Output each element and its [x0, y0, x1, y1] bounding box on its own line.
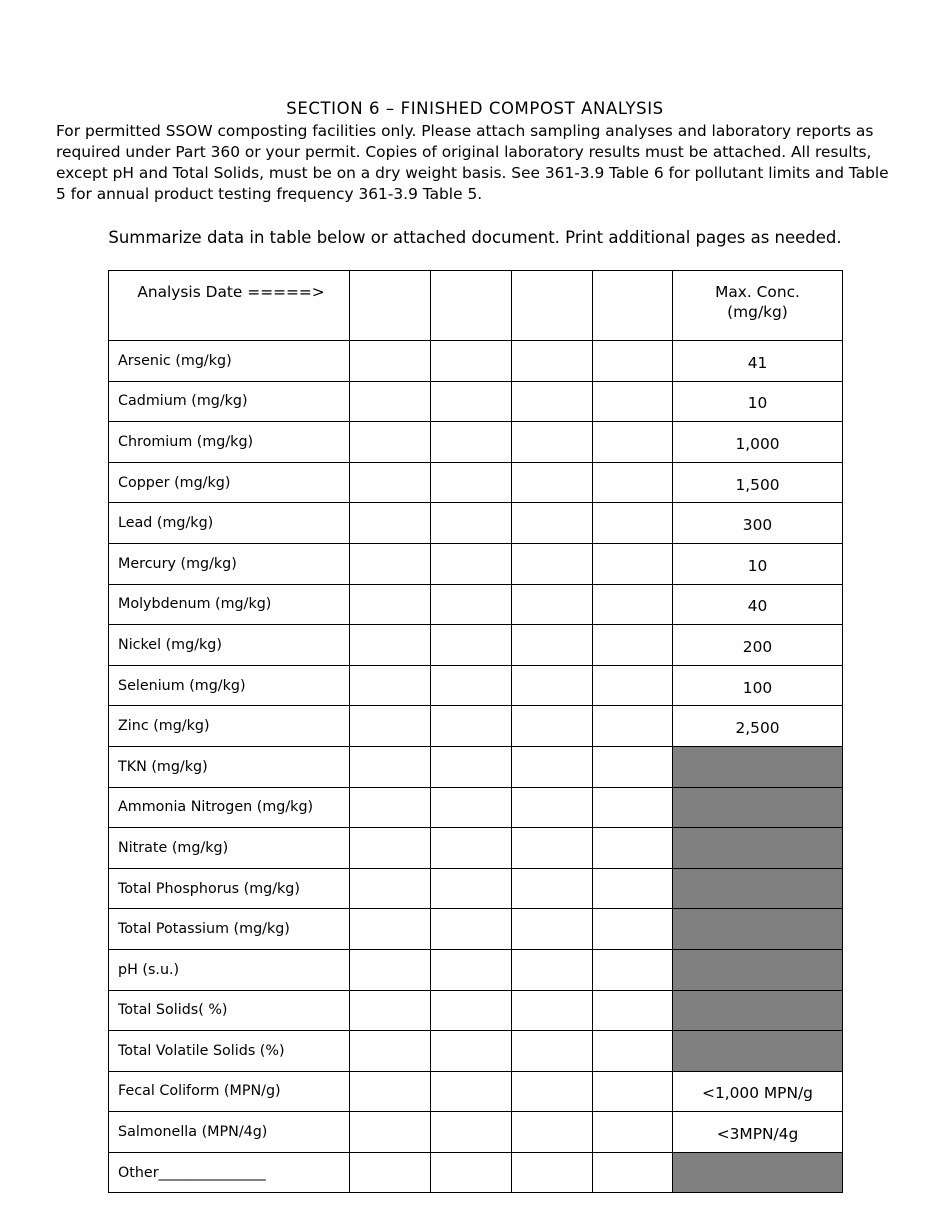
- parameter-label: Arsenic (mg/kg): [109, 341, 350, 382]
- table-row: [109, 909, 843, 950]
- max-conc-header-title: Max. Conc.: [715, 283, 800, 301]
- result-input-cell-4[interactable]: [593, 828, 673, 869]
- result-input-cell-1[interactable]: [350, 503, 431, 544]
- max-conc-shaded-cell: [673, 868, 843, 909]
- max-conc-header: [673, 271, 843, 341]
- result-input-cell-3[interactable]: [512, 1071, 593, 1112]
- max-conc-value: 10: [673, 381, 843, 422]
- result-input-cell-3[interactable]: [512, 625, 593, 666]
- table-row: [109, 1071, 843, 1112]
- table-row: [109, 1152, 843, 1193]
- summary-instruction: Summarize data in table below or attached document. Print additional pages as needed.: [108, 228, 842, 247]
- max-conc-shaded-cell: [673, 909, 843, 950]
- max-conc-value: 40: [673, 584, 843, 625]
- analysis-date-input-2[interactable]: [431, 271, 512, 341]
- result-input-cell-1[interactable]: [350, 746, 431, 787]
- max-conc-shaded-cell: [673, 828, 843, 869]
- result-input-cell-4[interactable]: [593, 787, 673, 828]
- result-input-cell-2[interactable]: [431, 828, 512, 869]
- table-header-row: [109, 271, 843, 341]
- result-input-cell-2[interactable]: [431, 625, 512, 666]
- table-row: [109, 746, 843, 787]
- table-row: [109, 949, 843, 990]
- parameter-label: Total Solids( %): [109, 990, 350, 1031]
- result-input-cell-1[interactable]: [350, 828, 431, 869]
- result-input-cell-3[interactable]: [512, 909, 593, 950]
- result-input-cell-4[interactable]: [593, 746, 673, 787]
- result-input-cell-3[interactable]: [512, 341, 593, 382]
- max-conc-value: 1,000: [673, 422, 843, 463]
- result-input-cell-3[interactable]: [512, 665, 593, 706]
- parameter-label: TKN (mg/kg): [109, 746, 350, 787]
- result-input-cell-2[interactable]: [431, 422, 512, 463]
- max-conc-value: <3MPN/4g: [673, 1112, 843, 1153]
- result-input-cell-2[interactable]: [431, 341, 512, 382]
- parameter-label: Salmonella (MPN/4g): [109, 1112, 350, 1153]
- table-row: [109, 503, 843, 544]
- result-input-cell-2[interactable]: [431, 665, 512, 706]
- table-row: [109, 868, 843, 909]
- max-conc-value: 300: [673, 503, 843, 544]
- result-input-cell-3[interactable]: [512, 746, 593, 787]
- result-input-cell-1[interactable]: [350, 341, 431, 382]
- result-input-cell-3[interactable]: [512, 868, 593, 909]
- result-input-cell-4[interactable]: [593, 706, 673, 747]
- max-conc-value: 41: [673, 341, 843, 382]
- max-conc-shaded-cell: [673, 1031, 843, 1072]
- max-conc-value: 2,500: [673, 706, 843, 747]
- result-input-cell-4[interactable]: [593, 543, 673, 584]
- result-input-cell-2[interactable]: [431, 1031, 512, 1072]
- result-input-cell-1[interactable]: [350, 1152, 431, 1193]
- result-input-cell-4[interactable]: [593, 422, 673, 463]
- result-input-cell-4[interactable]: [593, 1112, 673, 1153]
- table-row: [109, 625, 843, 666]
- result-input-cell-3[interactable]: [512, 949, 593, 990]
- result-input-cell-4[interactable]: [593, 990, 673, 1031]
- parameter-label: Cadmium (mg/kg): [109, 381, 350, 422]
- analysis-date-input-3[interactable]: [512, 271, 593, 341]
- parameter-label: pH (s.u.): [109, 949, 350, 990]
- result-input-cell-3[interactable]: [512, 543, 593, 584]
- table-row: [109, 543, 843, 584]
- result-input-cell-4[interactable]: [593, 909, 673, 950]
- table-row: [109, 990, 843, 1031]
- result-input-cell-4[interactable]: [593, 625, 673, 666]
- result-input-cell-3[interactable]: [512, 422, 593, 463]
- parameter-label: Fecal Coliform (MPN/g): [109, 1071, 350, 1112]
- max-conc-value: 200: [673, 625, 843, 666]
- parameter-label: Chromium (mg/kg): [109, 422, 350, 463]
- max-conc-value: 1,500: [673, 462, 843, 503]
- parameter-label: Mercury (mg/kg): [109, 543, 350, 584]
- max-conc-shaded-cell: [673, 746, 843, 787]
- result-input-cell-3[interactable]: [512, 1112, 593, 1153]
- analysis-date-input-4[interactable]: [593, 271, 673, 341]
- max-conc-shaded-cell: [673, 787, 843, 828]
- result-input-cell-3[interactable]: [512, 381, 593, 422]
- result-input-cell-4[interactable]: [593, 584, 673, 625]
- result-input-cell-4[interactable]: [593, 1071, 673, 1112]
- max-conc-shaded-cell: [673, 949, 843, 990]
- result-input-cell-4[interactable]: [593, 1152, 673, 1193]
- compost-analysis-table: [108, 270, 843, 1193]
- result-input-cell-4[interactable]: [593, 949, 673, 990]
- table-row: [109, 341, 843, 382]
- table-row: [109, 462, 843, 503]
- result-input-cell-1[interactable]: [350, 706, 431, 747]
- max-conc-value: 100: [673, 665, 843, 706]
- result-input-cell-2[interactable]: [431, 381, 512, 422]
- result-input-cell-1[interactable]: [350, 625, 431, 666]
- max-conc-header-unit: (mg/kg): [727, 303, 788, 321]
- parameter-label: Total Volatile Solids (%): [109, 1031, 350, 1072]
- parameter-label: Lead (mg/kg): [109, 503, 350, 544]
- result-input-cell-1[interactable]: [350, 1112, 431, 1153]
- result-input-cell-2[interactable]: [431, 1112, 512, 1153]
- result-input-cell-2[interactable]: [431, 706, 512, 747]
- result-input-cell-1[interactable]: [350, 949, 431, 990]
- max-conc-value: <1,000 MPN/g: [673, 1071, 843, 1112]
- result-input-cell-1[interactable]: [350, 462, 431, 503]
- table-row: [109, 422, 843, 463]
- result-input-cell-2[interactable]: [431, 543, 512, 584]
- max-conc-value: 10: [673, 543, 843, 584]
- parameter-label: Total Potassium (mg/kg): [109, 909, 350, 950]
- table-row: [109, 706, 843, 747]
- result-input-cell-1[interactable]: [350, 787, 431, 828]
- max-conc-shaded-cell: [673, 990, 843, 1031]
- instructions-paragraph: For permitted SSOW composting facilities only. Please attach sampling analyses and laboratory reports as required under Part 360 or your permit. Copies of original laboratory results must be attached. All results, except pH and Total Solids, must be on a dry weight basis. See 361-3.9 Table 6 for pollutant limits and Table 5 for annual product testing frequency 361-3.9 Table 5.: [56, 122, 889, 203]
- parameter-label: Nickel (mg/kg): [109, 625, 350, 666]
- parameter-label: Ammonia Nitrogen (mg/kg): [109, 787, 350, 828]
- parameter-label: Selenium (mg/kg): [109, 665, 350, 706]
- result-input-cell-4[interactable]: [593, 341, 673, 382]
- result-input-cell-1[interactable]: [350, 1031, 431, 1072]
- result-input-cell-1[interactable]: [350, 422, 431, 463]
- result-input-cell-3[interactable]: [512, 1031, 593, 1072]
- result-input-cell-1[interactable]: [350, 909, 431, 950]
- analysis-date-header: Analysis Date =====>: [109, 271, 350, 341]
- result-input-cell-3[interactable]: [512, 828, 593, 869]
- result-input-cell-1[interactable]: [350, 543, 431, 584]
- table-row: [109, 665, 843, 706]
- result-input-cell-2[interactable]: [431, 746, 512, 787]
- result-input-cell-2[interactable]: [431, 584, 512, 625]
- result-input-cell-1[interactable]: [350, 381, 431, 422]
- analysis-date-input-1[interactable]: [350, 271, 431, 341]
- result-input-cell-2[interactable]: [431, 503, 512, 544]
- parameter-label: Nitrate (mg/kg): [109, 828, 350, 869]
- result-input-cell-3[interactable]: [512, 706, 593, 747]
- result-input-cell-2[interactable]: [431, 868, 512, 909]
- table-row: [109, 1031, 843, 1072]
- result-input-cell-1[interactable]: [350, 1071, 431, 1112]
- section-title: SECTION 6 – FINISHED COMPOST ANALYSIS: [286, 99, 664, 118]
- result-input-cell-2[interactable]: [431, 1071, 512, 1112]
- result-input-cell-2[interactable]: [431, 909, 512, 950]
- result-input-cell-1[interactable]: [350, 868, 431, 909]
- result-input-cell-1[interactable]: [350, 584, 431, 625]
- parameter-label: Other_______________: [109, 1152, 350, 1193]
- result-input-cell-4[interactable]: [593, 868, 673, 909]
- result-input-cell-3[interactable]: [512, 990, 593, 1031]
- table-body: [109, 341, 843, 1193]
- result-input-cell-4[interactable]: [593, 381, 673, 422]
- result-input-cell-4[interactable]: [593, 1031, 673, 1072]
- result-input-cell-1[interactable]: [350, 665, 431, 706]
- result-input-cell-4[interactable]: [593, 665, 673, 706]
- result-input-cell-4[interactable]: [593, 503, 673, 544]
- table-row: [109, 787, 843, 828]
- result-input-cell-3[interactable]: [512, 584, 593, 625]
- result-input-cell-2[interactable]: [431, 787, 512, 828]
- result-input-cell-3[interactable]: [512, 503, 593, 544]
- result-input-cell-2[interactable]: [431, 1152, 512, 1193]
- table-row: [109, 584, 843, 625]
- result-input-cell-1[interactable]: [350, 990, 431, 1031]
- max-conc-shaded-cell: [673, 1152, 843, 1193]
- table-row: [109, 1112, 843, 1153]
- result-input-cell-3[interactable]: [512, 462, 593, 503]
- table-row: [109, 381, 843, 422]
- result-input-cell-2[interactable]: [431, 949, 512, 990]
- parameter-label: Zinc (mg/kg): [109, 706, 350, 747]
- result-input-cell-3[interactable]: [512, 787, 593, 828]
- result-input-cell-2[interactable]: [431, 990, 512, 1031]
- parameter-label: Copper (mg/kg): [109, 462, 350, 503]
- table-row: [109, 828, 843, 869]
- result-input-cell-4[interactable]: [593, 462, 673, 503]
- result-input-cell-3[interactable]: [512, 1152, 593, 1193]
- parameter-label: Total Phosphorus (mg/kg): [109, 868, 350, 909]
- parameter-label: Molybdenum (mg/kg): [109, 584, 350, 625]
- result-input-cell-2[interactable]: [431, 462, 512, 503]
